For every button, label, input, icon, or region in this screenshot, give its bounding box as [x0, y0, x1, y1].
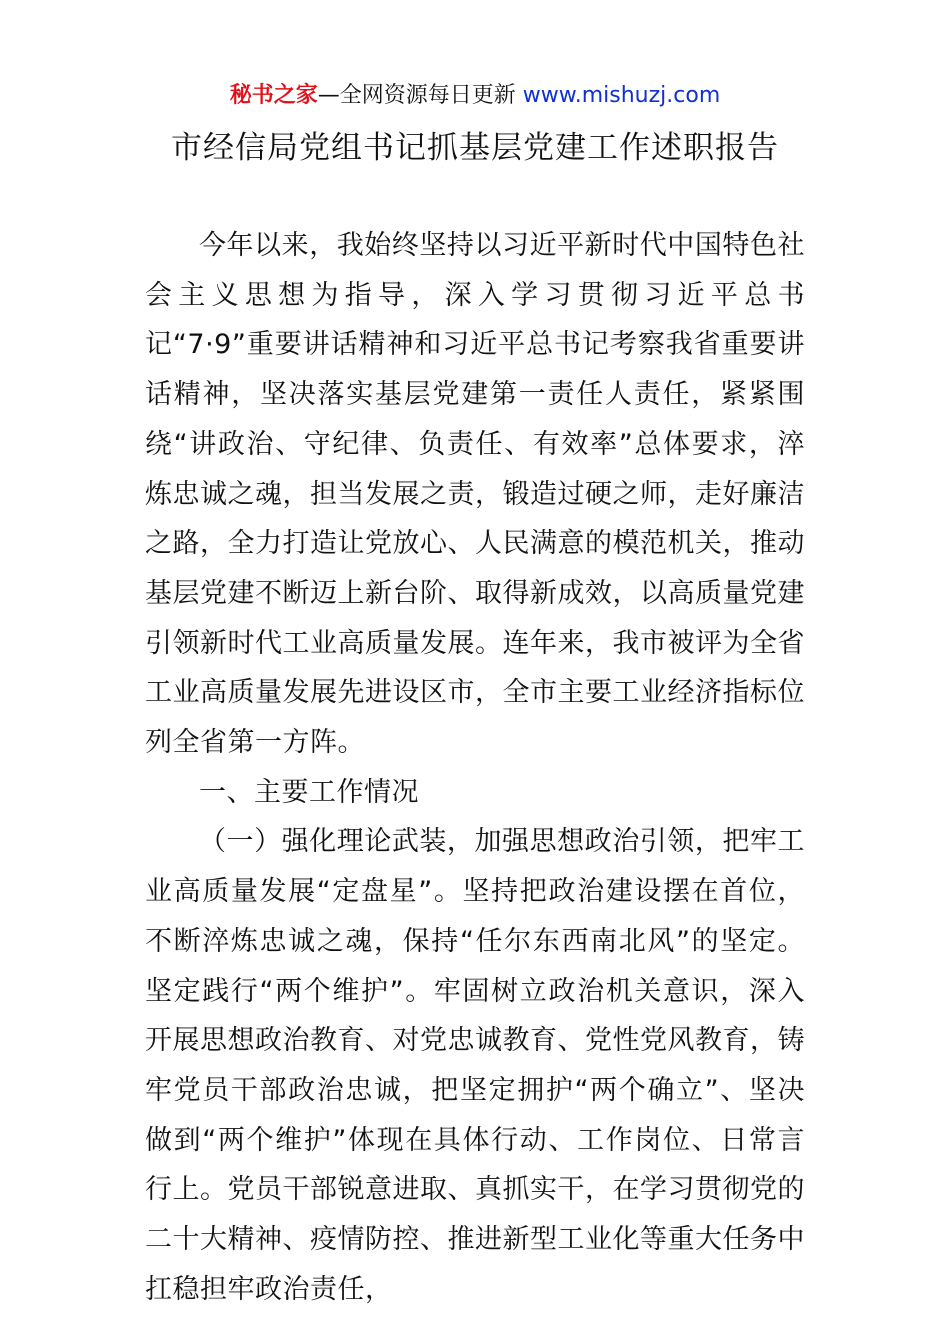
document-title: 市经信局党组书记抓基层党建工作述职报告 — [171, 130, 779, 166]
site-url-link[interactable]: www.mishuzj.com — [522, 83, 721, 108]
body-paragraph: （一）强化理论武装，加强思想政治引领，把牢工业高质量发展“定盘星”。坚持把政治建设摆在首位，不断淬炼忠诚之魂，保持“任尔东西南北风”的坚定。坚定践行“两个维护”。牢固树立政治机关意识，深入开展思想政治教育、对党忠诚教育、党性党风教育，铸牢党员干部政治忠诚，把坚定拥护“两个确立”、坚决做到“两个维护”体现在具体行动、工作岗位、日常言行上。党员干部锐意进取、真抓实干，在学习贯彻党的二十大精神、疫情防控、推进新型工业化等重大任务中扛稳担牢政治责任， — [145, 826, 805, 1305]
document-body — [145, 221, 805, 1314]
brand-name: 秘书之家 — [229, 83, 318, 108]
site-header — [0, 80, 950, 112]
header-slogan: —全网资源每日更新 — [317, 83, 516, 108]
section-heading: 一、主要工作情况 — [199, 776, 419, 808]
intro-paragraph: 今年以来，我始终坚持以习近平新时代中国特色社会主义思想为指导，深入学习贯彻习近平总书记“7·9”重要讲话精神和习近平总书记考察我省重要讲话精神，坚决落实基层党建第一责任人责任，紧紧围绕“讲政治、守纪律、负责任、有效率”总体要求，淬炼忠诚之魂，担当发展之责，锻造过硬之师，走好廉洁之路，全力打造让党放心、人民满意的模范机关，推动基层党建不断迈上新台阶、取得新成效，以高质量党建引领新时代工业高质量发展。连年来，我市被评为全省工业高质量发展先进设区市，全市主要工业经济指标位列全省第一方阵。 — [145, 230, 805, 759]
